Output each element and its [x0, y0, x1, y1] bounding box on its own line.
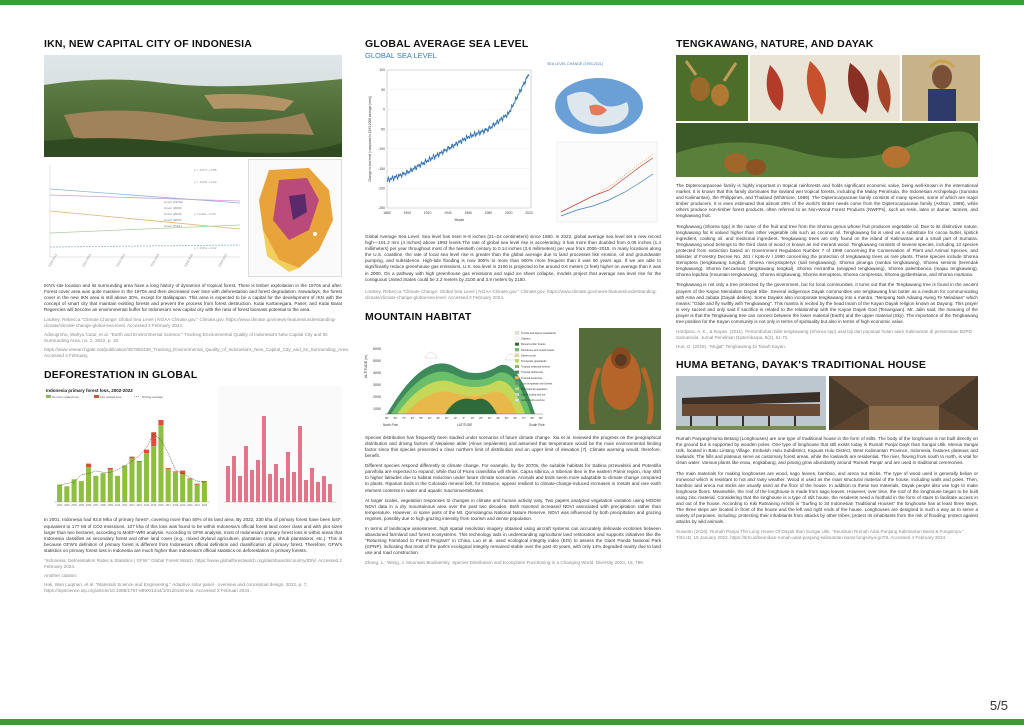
x-tick: 2003 — [64, 504, 70, 508]
chart-title: Indonesia primary forest loss, 2002-2022 — [46, 388, 133, 394]
legend-swatch — [515, 354, 519, 357]
bar-fire — [202, 482, 207, 483]
mountain-ref: Zhang, L.; Wang, J. Mountain Biodiversity, Species Distribution and Ecosystem Functioning in a Changing World. Diversity 2023, 15, 799. — [365, 560, 644, 566]
legend-item: Desert scrub — [521, 354, 536, 358]
mountain-para: In terms of landscape assessment, high spatial resolution imagery obtained using aircraft systems can accurately delineate ecotones between abandoned farmland and forest ecosystems. This technology aids in understanding agricultural land restoration and supports initiatives like the "Returning Farmland to Forest Program" in China. Luo et al. used ecological integrity index (EIS) to assess the Giant Panda National Park (GPNP), indicating that most of the park's ecological integrity remained stable over the past 40 years, with only 14% degraded mainly due to land use and road construction. — [365, 525, 661, 556]
forest-loss-chart — [44, 386, 214, 512]
svg-text:y = -0.03x + 0.62: y = -0.03x + 0.62 — [194, 180, 217, 184]
x-tick: 2007 — [93, 504, 99, 508]
sealevel-ref: Lindsey, Rebecca."Climate Change: Global Sea Level | NOAA Climate.gov." Climate.gov, https://www.climate.gov/news-features/understanding-climate/climate-change-global-sea-level. Accessed 2 February 2024. — [365, 288, 657, 300]
x-tick: 1880 — [383, 211, 391, 215]
y-tick: 4000 — [373, 370, 381, 375]
deforestation-body: In 2001, Indonesia had 93.8 Mha of primary forest*, covering more than 50% of its land area. By 2022, 230 kha of primary forest have been lost*, equivalent to 177 Mt of CO2 emissions. 107 kha of this loss was found to be within Indonesia's official forest land cover class and with plot sizes larger than two hectares, according to MoEF-WRI analysis. According to GFW analysis, most of Indonesia's primary forest loss is within areas that Indonesia classifies as secondary forest and other land cover (e.g., mixed dryland agriculture, plantation crops, shrub plantations, etc.). This is because GFW's definition of primary forest is different from Indonesia's official definition and classification of primary forest. Therefore, GFW's statistics on primary forest loss in Indonesia are much higher than Indonesia's official statistics on deforestation in primary forests. — [44, 517, 342, 553]
bar-non-fire — [57, 485, 62, 502]
ikn-title: IKN, NEW CAPITAL CITY OF INDONESIA — [44, 38, 253, 50]
sealevel-figures — [365, 62, 661, 230]
mountain-title: MOUNTAIN HABITAT — [365, 310, 472, 323]
y-tick: 1000 — [373, 406, 381, 411]
legend-item: Sub-tropical vegetation — [521, 387, 548, 391]
bar-fire — [108, 468, 113, 470]
tengkawang-photos — [676, 55, 978, 121]
x-tick: 80° — [393, 416, 398, 420]
x-tick: 10° — [470, 416, 475, 420]
legend-swatch — [515, 398, 519, 401]
legend-swatch — [515, 348, 519, 351]
bar-non-fire — [129, 459, 134, 503]
mountain-para: At larger scales, vegetation responses to changes in climate and human activity vary. Two papers analyzed vegetation variation using MODIS NDVI data in a dry mountainous area over the past two decades. Both reported increased NDVI associated with precipitation rather than temperature. However, in some parts of the Mt. Qomolangma National Nature Reserve, NDVI was influenced by both precipitation and grazing regimes, possibly due to high grazing intensity from tourism and dense population. — [365, 497, 661, 521]
y-tick: -150 — [378, 166, 385, 171]
tengkawang-leaves-photo — [750, 55, 900, 121]
bar-non-fire — [115, 476, 120, 502]
bar-non-fire — [166, 469, 171, 502]
y-tick: 2000 — [373, 394, 381, 399]
x-tick: 1900 — [403, 211, 412, 215]
legend-swatch — [515, 370, 519, 373]
x-tick: 70° — [402, 416, 407, 420]
legend-item: Cover (2010) — [164, 212, 182, 216]
y-tick: -250 — [378, 206, 385, 211]
x-tick: 2019 — [180, 504, 186, 508]
ikn-region-map — [248, 159, 342, 277]
y-tick: 50 — [381, 87, 385, 92]
tengkawang-para: The Dipterocarpaceae family is highly important in tropical rainforests and holds significant economic value, being well-known in the international market. It is known that this family dominates the lowland wet tropical forests, including the Malay Peninsula, the Indonesian Archipelago (Sumatra and Kalimantan), the Philippines, and Thailand (Whitmore, 1989). The Dipterocarpaceae family consists of many species, some of which are major timber producers. It is even estimated that almost 25% of the world's timber needs come from the Dipterocarpaceae family (Ashton, 1989), while others produce non-timber forest products, often referred to as Non-Wood Forest Products (NWFPs), such as resin, latex or damar, tannins, and tengkawang fruit. — [676, 183, 978, 219]
y-tick: 6000 — [373, 346, 381, 351]
tengkawang-ref: Hardjana, A. K., & Rayan. (2011). Pertumbuhan bibit tengkawang (Shorea spp) asal biji dari populasi hutan alam Kalimantan di persemaian B2PD Samarinda. Jurnal Penelitian Dipterokarpa, 5(2), 61-72. — [676, 329, 972, 341]
legend-item: Cover (1970s) — [164, 200, 184, 204]
legend-item: Glaciers — [521, 337, 531, 341]
ikn-ref: Adinugroho, Wahyu Catur, et al. "Earth and Environmental Science." Tracking Environmental Quality of Indonesia's New Capital City and Its Surrounding Area, no. 2, 2022, p. 10. — [44, 332, 328, 344]
bar-fire — [86, 464, 91, 467]
y-tick: 100 — [379, 68, 385, 73]
svg-text:2016-2018: 2016-2018 — [149, 253, 161, 268]
bar-fire — [129, 457, 134, 459]
longhouse-interior-photo — [829, 376, 978, 430]
ikn-ref: Lindsey, Rebecca."Climate Change: Global Sea Level | NOAA Climate.gov." Climate.gov, https://www.climate.gov/news-features/understanding-climate/climate-change-global-sea-level. Accessed 2 February 2024. — [44, 317, 336, 329]
x-tick: 50° — [419, 416, 424, 420]
ikn-ref: https://www.researchgate.net/publication/357882438_Tracking_Environmental_Quality_of_Indonesia's_New_Capital_City_and_its_Surrounding_Area. Accessed 4 February. — [44, 347, 350, 359]
x-tick: 1920 — [423, 211, 432, 215]
orangutan-photo — [579, 328, 661, 430]
y-axis-label: Change in sea level (compared to 1993-2008 average (mm)) — [368, 96, 372, 182]
legend-item: Deciduous and mixed forests — [521, 348, 555, 352]
legend-swatch — [515, 342, 519, 345]
x-tick: 2011 — [122, 504, 128, 508]
forest-aerial-photo — [44, 55, 342, 157]
bar-fire — [137, 461, 142, 462]
sealevel-body: Global Average Sea Level. Sea level has risen 8–9 inches (21–24 centimeters) since 1880. In 2022, global average sea level set a new record high—101.2 mm (4 inches) above 1993 levels.The rate of global sea level rise is accelerating: it has more than doubled from 0.06 inches (1.4 millimeters) per year throughout most of the twentieth century to 0.14 inches (3.6 millimeters) per year from 2006–2015. In many locations along the U.S. coastline, the rate of local sea level rise is greater than the global average due to land processes like erosion, oil and groundwater pumping, and subsidence. High-tide flooding is now 300% to more than 900% more frequent than it was 50 years ago. If we are able to significantly reduce greenhouse gas emissions, U.S. sea level in 2100 is projected to be around 0.6 meters (2 feet) higher on average than it was in 2000. On a pathway with high greenhouse gas emissions and rapid ice sheet collapse, models project that average sea level rise for the contiguous United States could be 2.2 meters by 2100 and 3.9 meters by 2150. — [365, 234, 661, 282]
legend-item: Driving average — [142, 395, 164, 400]
x-tick: 20° — [479, 416, 484, 420]
legend-swatch — [515, 365, 519, 368]
huma-para: The main materials for making longhouses are wood, sago leaves, bamboo, and areca nut sticks. The type of wood used is generally belian or ironwood which is resistant to hot and rainy weather. Wood is used as the main structural material of the house, including walls and poles. Then, bamboo and areca nut sticks are usually used as the floor of the house. In addition to these two materials, Dayak people also use logs to make longhouse floors. Meanwhile, the roof of the longhouse is made from sago leaves. However, over time, the roof of the longhouse began to be built using zinc material. Considering that the longhouse is a type of stilt house, the residents need a foothold in the form of stairs to facilitate access in and out of the house. According to Kiki Ratnaning Arimbi in "Surfing to 34 Indonesian Traditional Houses" the longhouse has at least three steps. The three steps are located in front of the house and the left and right ends of the house. Longhouses are designed in such a way as to serve a variety of purposes, including: protecting their inhabitants from attacks by other tribes; protect its inhabitants from the risk of flooding; protect against attacks by wild animals. — [676, 470, 978, 525]
x-tick: 2002 — [56, 504, 63, 508]
x-tick: 2012 — [129, 504, 135, 508]
huma-photos — [676, 376, 978, 430]
x-tick: 70° — [521, 416, 526, 420]
tengkawang-para: Tengkawang is not only a tree protected by the government, but for local communities, it turns out that the Tengkawang tree is found in the ancient prayers of the Kayan Mendalam Dayak tribe. Several indigenous Dayak communities use tengkawang fruit butter as a medium for communicating with Ama and Jubata (Dayak deities). Some Dayaks also incorporate tengkawang into a mantra. "Nenpang Nah Adaang Awing Te Neladaan" which means: "Glide and fly swiftly with Tengkawang". This mantra is recited by the head Imam of the Kayan Dayak religion known as Dayung. This prayer is very sacred and only said if sacrifice is related to the relationship with the Kayan Dayak God (Tenangaan). Mr. Jalin said, the meaning of the prayer is that the Tengkawang tree can connect between the lower material (Earth) and the upper material (Sky). The importance of the Tengkawang tree position for the Kayan community is not only in terms of spirituality but also in terms of high economic value. — [676, 282, 978, 324]
y-axis-label: ALTITUDE (m) — [364, 354, 368, 378]
bar-fire — [144, 450, 149, 453]
x-tick: 2010 — [114, 504, 121, 508]
x-tick: 10° — [453, 416, 458, 420]
x-tick: 2000 — [504, 211, 513, 215]
bar-non-fire — [93, 476, 98, 502]
longhouse-photo — [676, 376, 826, 430]
x-tick: 2017 — [165, 504, 171, 508]
legend-swatch — [515, 382, 519, 385]
bar-non-fire — [108, 470, 113, 502]
bar-fire — [195, 484, 200, 485]
x-tick: 2009 — [107, 504, 113, 508]
legend-item: Cover (2000) — [164, 206, 182, 210]
x-tick: 30° — [487, 416, 492, 420]
x-tick: 2018 — [172, 504, 179, 508]
svg-text:y = -0.01x + 0.12: y = -0.01x + 0.12 — [194, 246, 217, 250]
top-accent-bar — [0, 0, 1024, 5]
x-tick: 2021 — [194, 504, 200, 508]
x-tick: 50° — [504, 416, 509, 420]
map-title: SEA LEVEL CHANGE (1993-2021) — [547, 62, 603, 66]
legend-item: Cover (Pred.) — [164, 224, 183, 228]
legend-item: Tundra and Alpine Grasslands — [521, 331, 556, 335]
huma-para: Rumah Panjang/Huma Betang (Longhouses) are one type of traditional house in the form of stilts. The body of the longhouse is not built directly on the ground but is supported by wooden poles. One type of longhouse that still exists today is Rumah Panjai Dayk Iban Sungai Utik. Menua Sungai Utik, located in Batu Lintang Village, Embaloh Hulu Subdistrict, Kapuas Hulu District, West Kalimantan Province, Indonesia, features plateaus and lowlands. The hills and plateaus serve as customary forest areas, while the lowlands are residential. The river, flowing from south to north, is vital for clean water. Various plants like enau, engkabang, and pinang grow abundantly around 'Rumah Panjai' and are used in traditional ceremonies. — [676, 436, 978, 466]
another-citation: Hak, Wan Luqman, et al. "Materials Science and Engineering." Adaptive solar panel - overview and conceptual design, 2022, p. 7, https://iopscience.iop.org/article/10.1088/1757-899X/1244/1/012016/meta. Accessed 2 Februari 2024. — [44, 582, 308, 594]
bar-non-fire — [158, 426, 163, 503]
y-tick: -50 — [380, 127, 385, 132]
sea-level-series — [387, 75, 529, 182]
legend-swatch — [515, 376, 519, 379]
mountain-para: Different species respond differently to climate change. For example, by the 2070s, the suitable habitats for Sabina przewalskii and Potentilla parvifolia are expected to expand, while that of Picea crassifolia will shrink. Capra sibirica, a Siberian ibex in the eastern Pamir region, may shift to higher latitudes due to habitat reduction under future climate scenarios. Animals and birds seem more adaptable to climate change compared to plants. Riparian birds in the Colorado mineral belt, for instance, appear resilient to climate-change-induced increases in metals and rare earth element contents in water and aquatic macroinvertebrates. — [365, 463, 661, 493]
svg-text:y = 0.02x + 0.34: y = 0.02x + 0.34 — [194, 212, 216, 216]
x-tick: 1960 — [464, 211, 472, 215]
x-tick: 2006 — [85, 504, 92, 508]
bar-non-fire — [64, 487, 69, 503]
fire-stats-chart — [218, 386, 342, 512]
page-number: 5/5 — [989, 698, 1008, 713]
legend-swatch — [515, 331, 519, 334]
bar-non-fire — [151, 447, 156, 503]
y-tick: 0 — [383, 107, 385, 112]
huma-ref: Susanto (2016). Rumah Panjai The Long House Of Dayak Iban Sungai Utik. "Keunikan Rumah Adat Panjang Kalimantan Barat & Fungsinya." Tirto.ID, 19 January 2022, https://tirto.id/keunikan-rumah-adat-panjang-kalimantan-barat-fungsinya-gnT8. Accessed 4 February 2024. — [676, 529, 964, 541]
x-tick: 1980 — [484, 211, 493, 215]
deforestation-figures — [44, 386, 342, 512]
x-tick: 2008 — [100, 504, 106, 508]
x-tick: 0° — [462, 416, 466, 420]
bar-non-fire — [86, 468, 91, 503]
x-tick: 2015 — [151, 504, 157, 508]
forest-cover-chart — [44, 159, 244, 277]
deforestation-ref: "Indonesia: Deforestation Rates & Statistics | GFW." Global Forest Watch, https://www.globalforestwatch.org/dashboards/country/IDN/. Accessed 2 February 2024. — [44, 558, 342, 570]
legend-item: Non-fire related loss — [52, 395, 79, 400]
bar-non-fire — [187, 480, 192, 503]
x-axis-label: LATITUDE — [457, 422, 473, 427]
legend-swatch — [515, 359, 519, 362]
tengkawang-para: Tengkawang (Shorea spp) is the name of the fruit and tree from the Shorea genus whose fruit produces vegetable oil. Due to its distinctive nature, tengkawang fat is valued higher than other vegetable oils such as coconut oil. Tengkawang fat is used as a substitute for cocoa butter, lipstick ingredient, cooking oil, and medicinal ingredient. Tengkawang trees are only found on the island of Kalimantan and a small part of Sumatra. Tengkawang wood belongs to the third class of wood or known as red meranti wood. Tengkawang consists of several species, including 13 species protected from extinction based on Government Regulation Number 7 of 1999 concerning the Conservation of Plant and Animal Species, and Minister of Forestry Decree No. 261 / Kpts-IV / 1990 concerning the protection of tengkawang trees as rare plants. These species include Shorea stenoptera (tengkawang tungkul), Shorea mecystopteryx (sail tengkawang), Shorea pinanga (rambai tengkawang), Shorea seminis (terendak tengkawang), Shorea beccariana (tengkawang tengkal), Shorea micrantha (wrapped tengkawang), Shorea palembanica (majau tengkawang), Shorea lepidota (mountain tengkawang), Shorea singkawang, Shorea stenoptera, Shorea compressa, Shorea gysbertsiana, and Shorea martiana. — [676, 223, 978, 278]
x-tick: 40° — [496, 416, 501, 420]
x-tick: 60° — [513, 416, 518, 420]
another-citation-label: Another citation: — [44, 573, 78, 579]
bar-fire — [173, 472, 178, 473]
x-end-label: North Pole — [383, 422, 399, 427]
legend-item: Tropical seasonal forests — [521, 365, 550, 369]
x-tick: 80° — [530, 416, 535, 420]
tengkawang-wide-photo — [676, 123, 978, 177]
x-tick: 30° — [436, 416, 441, 420]
mountain-habitat-chart — [365, 328, 575, 430]
bar-non-fire — [101, 474, 106, 503]
x-tick: 2013 — [136, 504, 142, 508]
bar-fire — [158, 420, 163, 425]
legend-swatch — [515, 387, 519, 390]
x-end-label: South Pole — [529, 422, 545, 427]
legend-item: Cover (2020) — [164, 218, 182, 222]
bar-non-fire — [137, 462, 142, 502]
legend-item: Alpine tundra and ice — [521, 393, 546, 397]
x-tick: 2022 — [201, 504, 208, 508]
svg-text:y = -0.07x + 0.85: y = -0.07x + 0.85 — [194, 168, 217, 172]
legend-item: Fire related loss — [100, 395, 122, 400]
bar-non-fire — [173, 473, 178, 503]
sealevel-title: GLOBAL AVERAGE SEA LEVEL — [365, 38, 529, 50]
y-tick: -100 — [378, 147, 385, 152]
x-tick: 2014 — [143, 504, 150, 508]
sea-level-map-panel — [537, 62, 661, 230]
bar-non-fire — [202, 482, 207, 502]
huma-title: HUMA BETANG, DAYAK'S TRADITIONAL HOUSE — [676, 359, 927, 372]
bar-non-fire — [180, 475, 185, 503]
svg-text:2020-2022: 2020-2022 — [217, 253, 229, 268]
ikn-figures — [44, 159, 342, 277]
legend-item: Tropical savannas — [521, 376, 542, 380]
tengkawang-fruit-photo — [676, 55, 748, 121]
bar-fire — [180, 471, 185, 474]
legend-item: Temperate grasslands — [521, 359, 547, 363]
column-middle — [365, 38, 661, 569]
legend-item: Boreal conifer forests — [521, 342, 546, 346]
legend-item: Arctic tundra and ice — [521, 398, 545, 402]
legend-swatch — [515, 337, 519, 340]
legend-item: Cool temperate rain forests — [521, 382, 553, 386]
svg-text:2014-2016: 2014-2016 — [115, 253, 127, 268]
svg-text:2010-2012: 2010-2012 — [47, 253, 59, 268]
bar-fire — [166, 468, 171, 469]
bar-non-fire — [195, 485, 200, 502]
x-tick: 90° — [539, 416, 543, 420]
x-tick: 2020 — [187, 504, 193, 508]
y-tick: -200 — [378, 186, 385, 191]
x-tick: 2004 — [71, 504, 77, 508]
tengkawang-ref: Huri, D. (2019). "Mujjat" Tengkawang Di Tanah Kayan. — [676, 344, 787, 350]
x-tick: 1940 — [444, 211, 452, 215]
mountain-figures — [365, 328, 661, 430]
deforestation-title: DEFORESTATION IN GLOBAL — [44, 369, 198, 382]
bar-non-fire — [122, 466, 127, 503]
dayak-person-photo — [902, 55, 980, 121]
legend-swatch — [515, 393, 519, 396]
bar-non-fire — [79, 482, 84, 503]
x-axis-label: Years — [453, 217, 465, 222]
x-tick: 20° — [444, 416, 449, 420]
svg-text:2018-2020: 2018-2020 — [183, 253, 195, 268]
bar-non-fire — [144, 454, 149, 503]
tengkawang-title: TENGKAWANG, NATURE, AND DAYAK — [676, 38, 874, 50]
x-tick: 60° — [410, 416, 415, 420]
mountain-para: Species distribution has frequently been studied under scenarios of future climate change. Xia et al. reviewed the progress on the geographical distribution and driving factors of Nepalese alder (Alnus nepalensis) and assumed that temperature would be the main environmental limiting factor since this species presented a clear northern limit of distribution and an upper limit of elevation [7]. Climate warming would, therefore, benefit. — [365, 434, 661, 459]
column-left — [44, 38, 350, 597]
x-tick: 90° — [385, 416, 389, 420]
sealevel-subtitle: GLOBAL SEA LEVEL — [365, 51, 437, 60]
x-tick: 2005 — [78, 504, 84, 508]
x-tick: 40° — [427, 416, 432, 420]
ikn-body: IKN's site location and its surrounding area have a long history of dynamics of tropical forest. There is timber exploitation in the 1970s and after. Forest cover area was quite massive in the 1970s and then decreased over time with deforestation and forest degradation. Nowadays, the forest cover in the new IKN area is still above 30%, except for Balikpapan. This area is expected to be a capital for the development of IKN with the concept of smart city that maintain existing forests and prevent the process from forest destruction. Kutai Kartanegara, Paser, and Kutai Barat Regencies will become an environmental buffer for Indonesia's new capital city with the ratio of forest biomass potential to the area. — [44, 283, 342, 313]
x-tick: 2020 — [525, 211, 533, 215]
column-right — [676, 38, 978, 544]
x-tick: 2016 — [158, 504, 164, 508]
y-tick: 3000 — [373, 382, 381, 387]
svg-text:2012-2014: 2012-2014 — [81, 253, 93, 268]
y-tick: 5000 — [373, 358, 381, 363]
bottom-accent-bar — [0, 719, 1024, 725]
legend-item: Tropical rainforests — [521, 370, 543, 374]
